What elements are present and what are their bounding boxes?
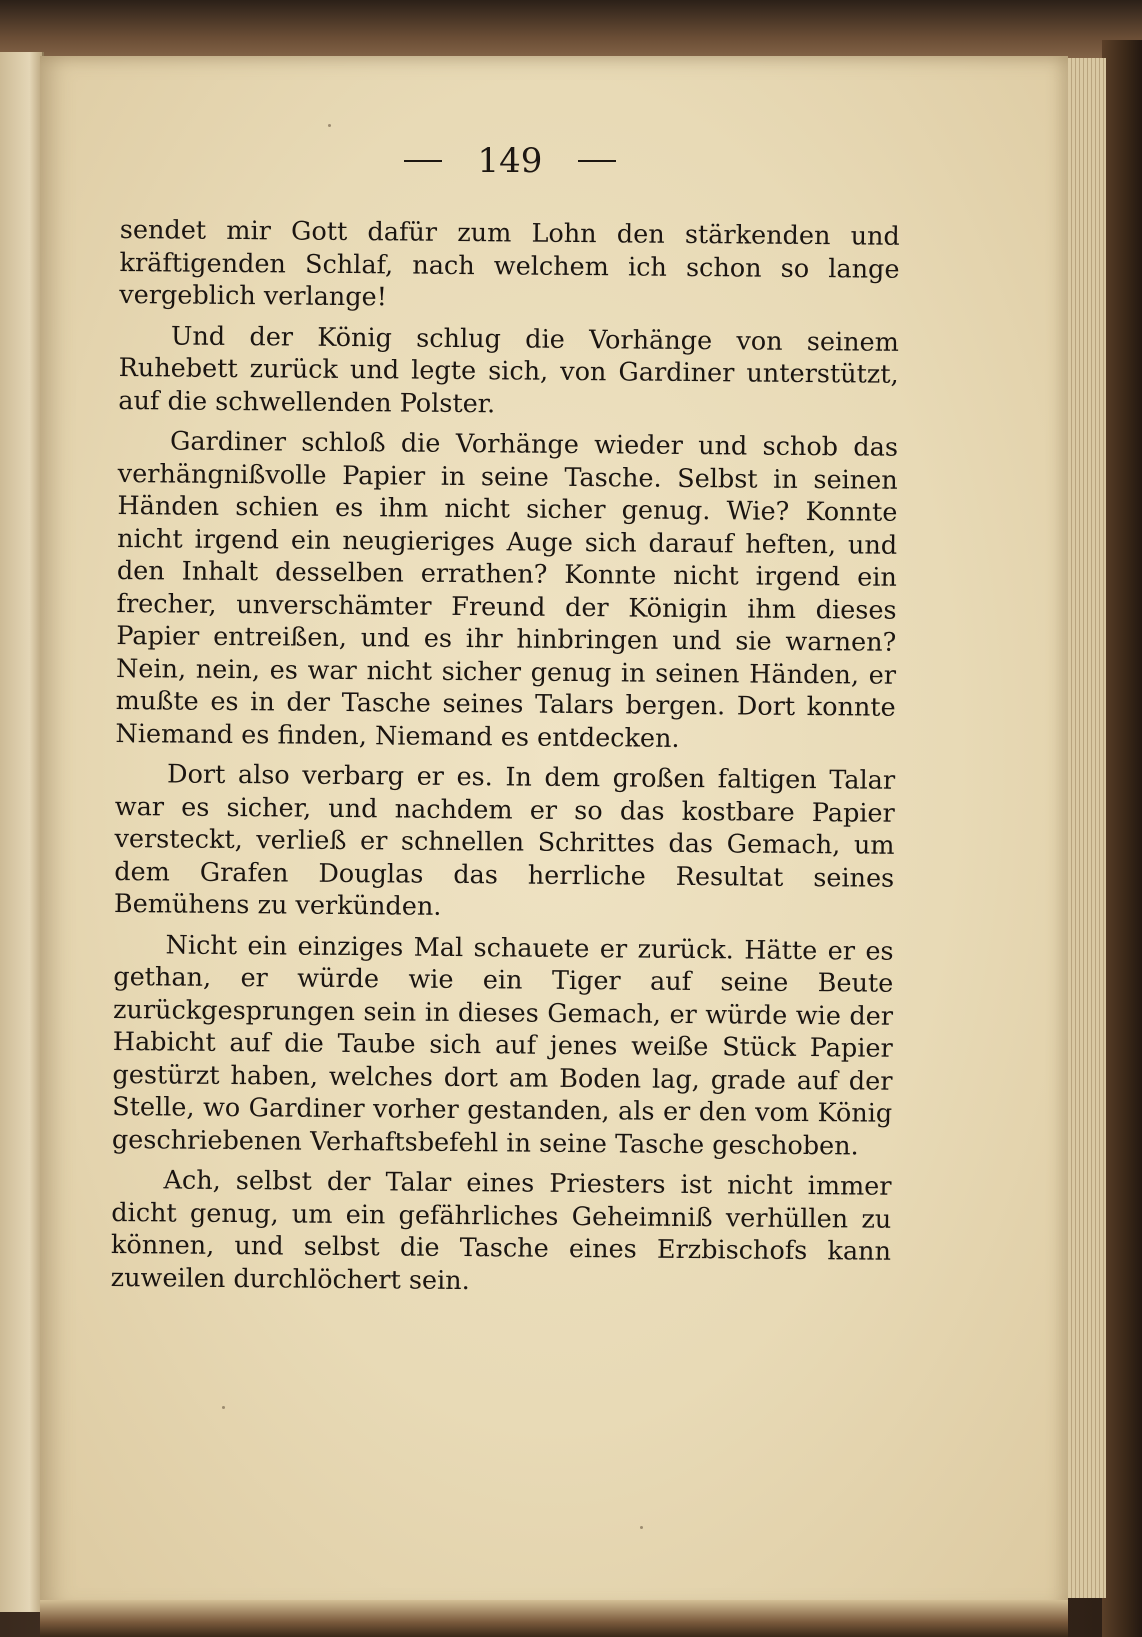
paper-speck — [222, 1406, 225, 1409]
paragraph-1: sendet mir Gott dafür zum Lohn den stärkenden und kräftigenden Schlaf, nach welchem ich schon so lange vergeblich verlange! — [119, 214, 900, 313]
paragraph-5: Nicht ein einziges Mal schauete er zurück. Hätte er es gethan, er würde wie ein Tiger auf seine Beute zurückgesprungen sein in dieses Gemach, er würde wie der Habicht auf die Taube sich auf jenes weiße Stück Papier gestürzt haben, welches dort am Boden lag, grade auf der Stelle, wo Gardiner vorher gestanden, als er den vom König geschriebenen Verhaftsbefehl in seine Tasche geschoben. — [111, 929, 894, 1161]
paragraph-6: Ach, selbst der Talar eines Priesters ist nicht immer dicht genug, um ein gefährliches Geheimniß verhüllen zu können, und selbst die Tasche eines Erzbischofs kann zuweilen durchlöchert sein. — [110, 1165, 892, 1296]
page-number: 149 — [477, 141, 543, 181]
paper-speck — [640, 1526, 643, 1529]
cover-right-edge — [1102, 40, 1142, 1637]
page-bottom-edge — [40, 1600, 1068, 1637]
body-text — [111, 214, 900, 1309]
paragraph-4: Dort also verbarg er es. In dem großen faltigen Talar war es sicher, und nachdem er so das kostbare Papier versteckt, verließ er schnellen Schrittes das Gemach, um dem Grafen Douglas das herrliche Resultat seines Bemühens zu verkünden. — [113, 759, 896, 922]
header-dash-right — [578, 160, 616, 162]
cover-top-edge — [0, 0, 1142, 64]
paper-speck — [328, 124, 331, 127]
running-header — [380, 136, 640, 186]
facing-page-edge — [0, 52, 44, 1612]
paragraph-2: Und der König schlug die Vorhänge von seinem Ruhebett zurück und legte sich, von Gardiner unterstützt, auf die schwellenden Polster. — [118, 320, 900, 419]
paragraph-3: Gardiner schloß die Vorhänge wieder und schob das verhängnißvolle Papier in seine Tasche. Selbst in seinen Händen schien es ihm nicht sicher genug. Wie? Konnte nicht irgend ein neugieriges Auge sich darauf heften, und den Inhalt desselben errathen? Konnte nicht irgend ein frecher, unverschämter Freund der Königin ihm dieses Papier entreißen, und es ihr hinbringen und sie warnen? Nein, nein, es war nicht sicher genug in seinen Händen, er mußte es in der Tasche seines Talars bergen. Dort konnte Niemand es finden, Niemand es entdecken. — [115, 426, 899, 754]
header-dash-left — [404, 160, 442, 162]
